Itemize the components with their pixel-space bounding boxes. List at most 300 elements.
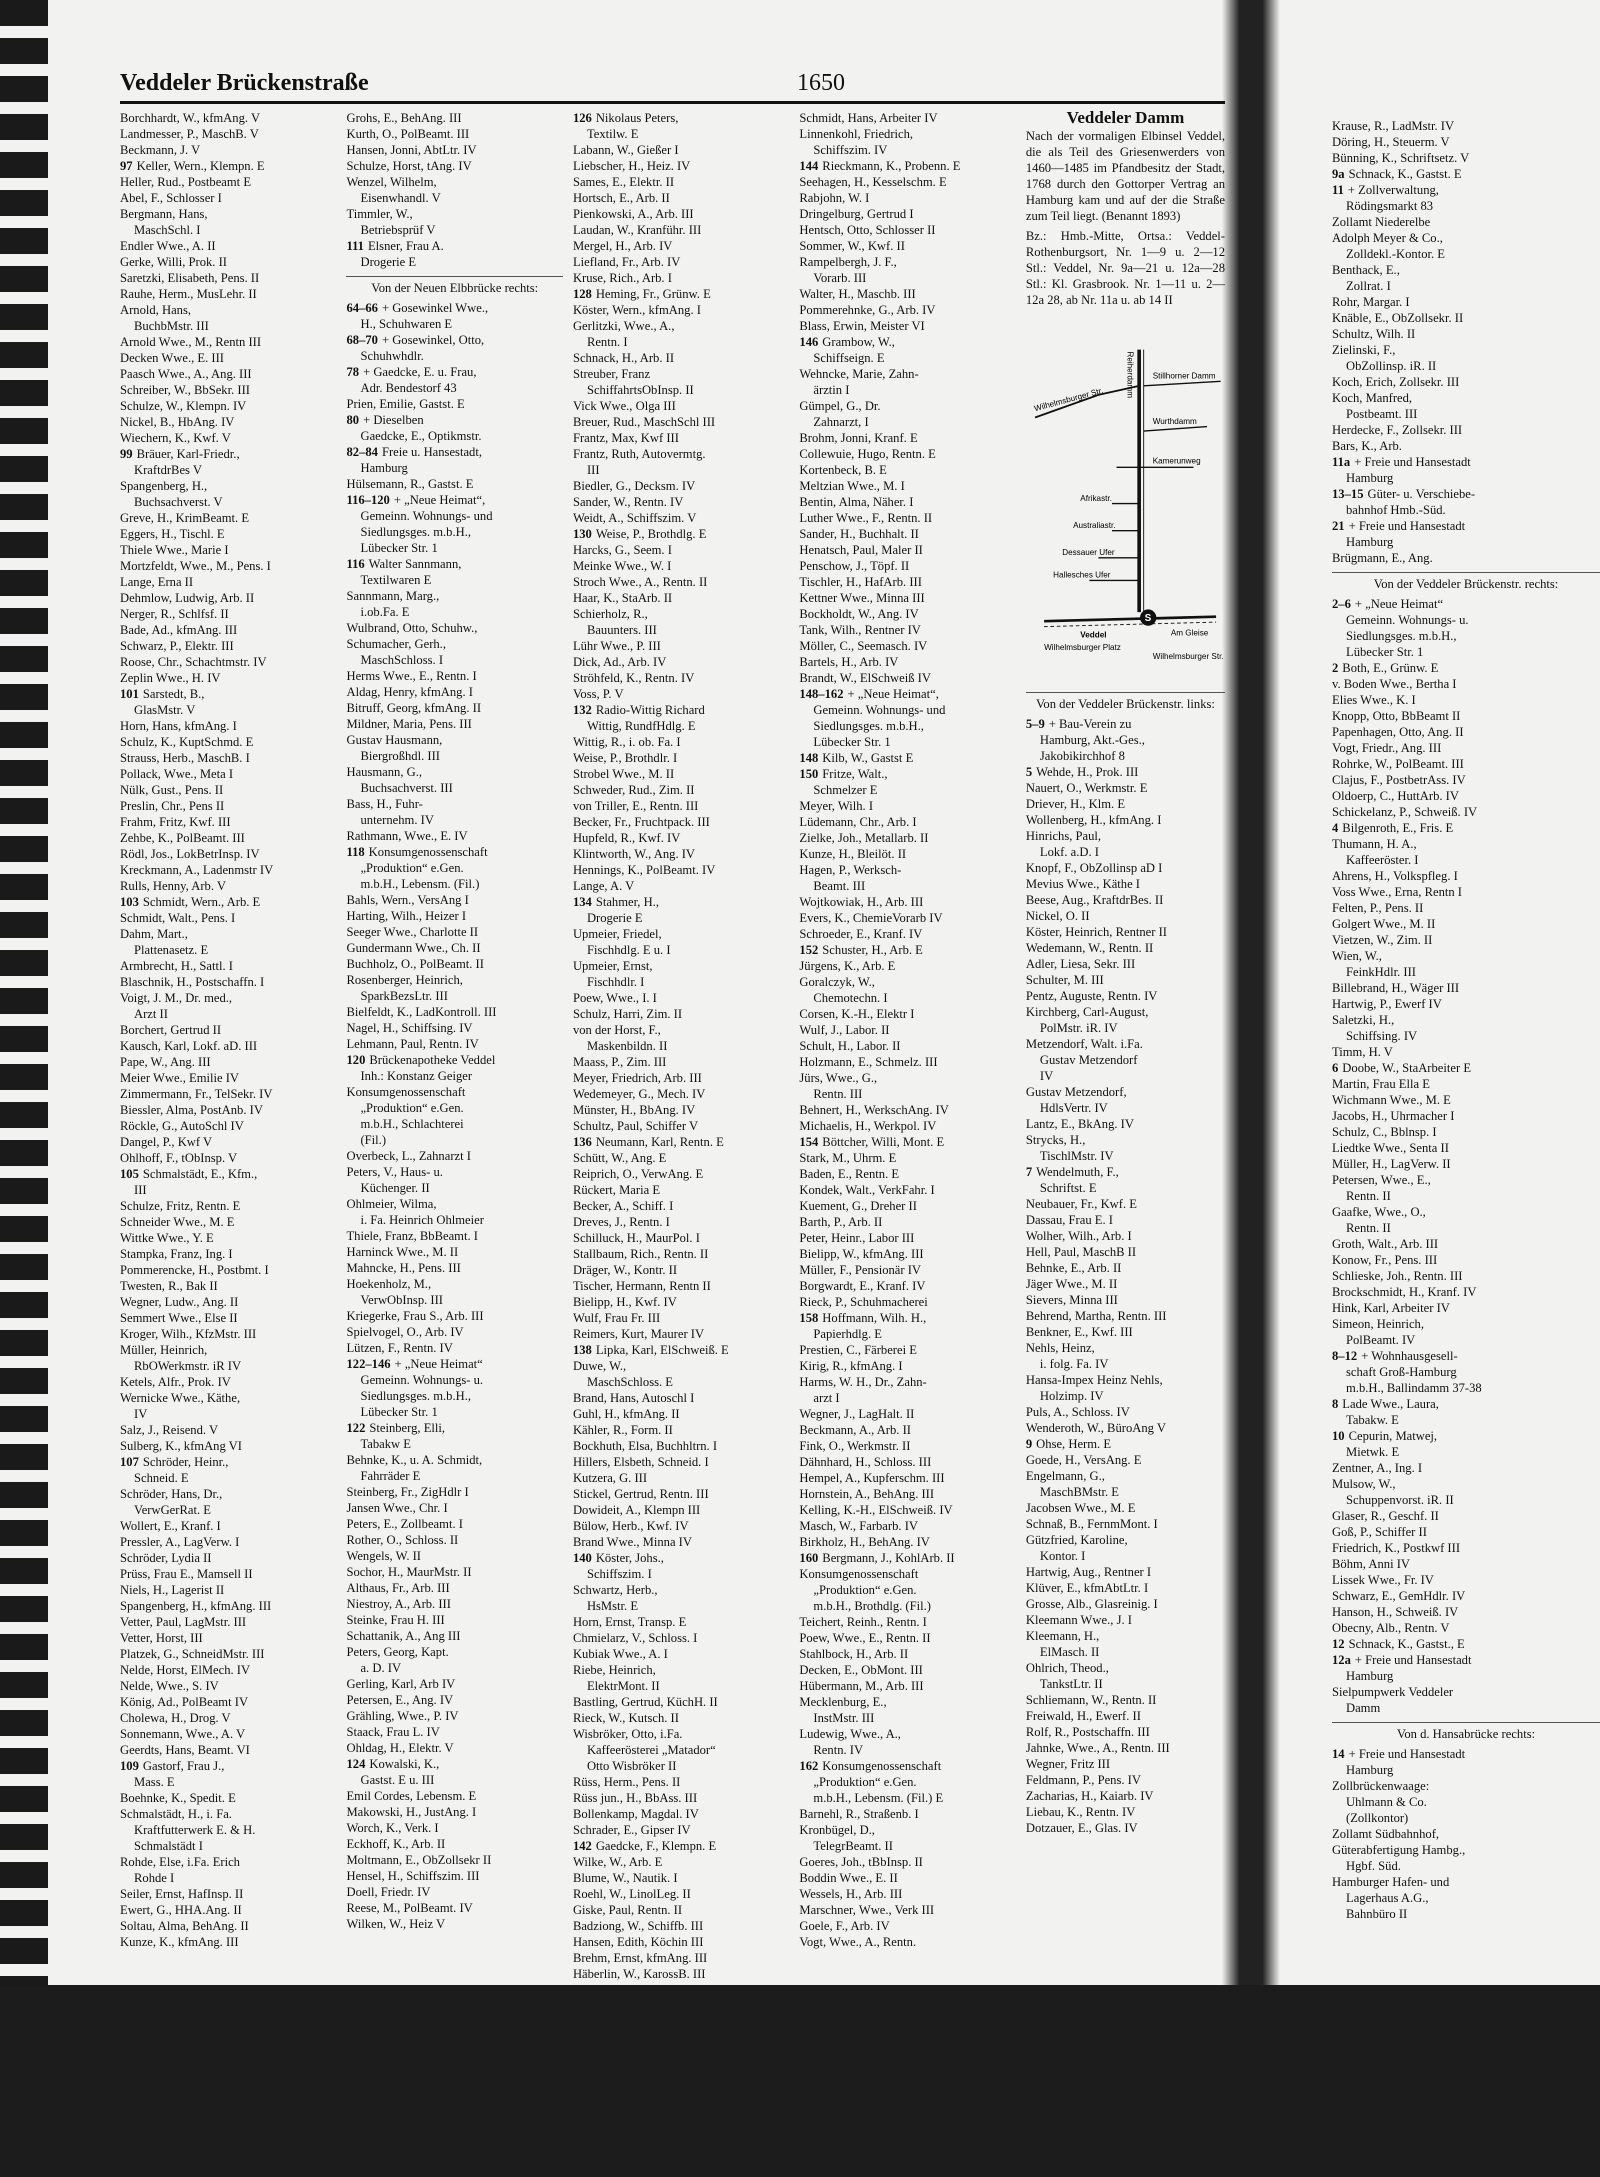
directory-entry xyxy=(573,942,789,958)
directory-entry xyxy=(573,1086,789,1102)
directory-entry xyxy=(1026,1404,1225,1420)
entry-text: Wollert, E., Kranf. I xyxy=(120,1519,221,1533)
entry-text: Elsner, Frau A. xyxy=(367,239,444,253)
directory-entry xyxy=(346,1788,562,1804)
directory-entry xyxy=(573,910,789,926)
entry-text: Nelde, Horst, ElMech. IV xyxy=(120,1663,251,1677)
directory-entry xyxy=(573,318,789,334)
entry-text: Bräuer, Karl-Friedr., xyxy=(136,447,240,461)
directory-entry xyxy=(799,206,1015,222)
entry-text: Dangel, P., Kwf V xyxy=(120,1135,213,1149)
entry-text: Chmielarz, V., Schloss. I xyxy=(572,1631,698,1645)
directory-entry xyxy=(346,652,562,668)
entry-text: Corsen, K.-H., Elektr I xyxy=(799,1007,915,1021)
directory-entry xyxy=(120,1118,336,1134)
entry-text: Klintworth, W., Ang. IV xyxy=(572,847,696,861)
entry-text: MaschSchl. I xyxy=(134,223,201,237)
entry-text: Hinrichs, Paul, xyxy=(1025,829,1102,843)
directory-entry xyxy=(120,302,336,318)
entry-text: König, Ad., PolBeamt IV xyxy=(120,1695,249,1709)
entry-text: Gaafke, Wwe., O., xyxy=(1332,1205,1426,1219)
map-label-reiherdamm: Reiherdamm xyxy=(1125,351,1135,398)
entry-text: Gemeinn. Wohnungs- u. xyxy=(360,1373,484,1387)
directory-entry xyxy=(799,1134,1015,1150)
directory-entry xyxy=(1026,892,1225,908)
directory-entry xyxy=(1332,788,1600,804)
entry-text: Jacobs, H., Uhrmacher I xyxy=(1332,1109,1455,1123)
entry-text: PolBeamt. IV xyxy=(1346,1333,1416,1347)
directory-entry xyxy=(1026,876,1225,892)
directory-entry xyxy=(1026,1772,1225,1788)
directory-entry xyxy=(573,766,789,782)
directory-entry xyxy=(799,590,1015,606)
entry-text: Blume, W., Nautik. I xyxy=(572,1871,678,1885)
entry-text: Schnaß, B., FernmMont. I xyxy=(1025,1517,1158,1531)
entry-text: Liedtke Wwe., Senta II xyxy=(1332,1141,1449,1155)
house-number: 122 xyxy=(346,1421,366,1435)
directory-entry xyxy=(573,702,789,718)
directory-entry xyxy=(1332,1508,1600,1524)
entry-text: Benkner, E., Kwf. III xyxy=(1025,1325,1133,1339)
entry-text: Lange, A. V xyxy=(572,879,635,893)
entry-text: + „Neue Heimat“ xyxy=(1354,597,1444,611)
entry-text: Giske, Paul, Rentn. II xyxy=(572,1903,683,1917)
directory-entry xyxy=(1332,1636,1600,1652)
entry-text: Harcks, G., Seem. I xyxy=(572,543,672,557)
entry-text: III xyxy=(134,1183,147,1197)
directory-entry xyxy=(346,668,562,684)
entry-text: Sulberg, K., kfmAng VI xyxy=(120,1439,242,1453)
entry-text: Peter, Heinr., Labor III xyxy=(799,1231,915,1245)
directory-entry xyxy=(346,1644,562,1660)
entry-text: Dick, Ad., Arb. IV xyxy=(572,655,667,669)
house-number: 162 xyxy=(799,1759,819,1773)
street-section-title: Veddeler Damm xyxy=(1066,108,1185,127)
directory-entry xyxy=(120,878,336,894)
entry-text: Stampka, Franz, Ing. I xyxy=(120,1247,233,1261)
directory-entry xyxy=(799,1022,1015,1038)
entry-text: Simeon, Heinrich, xyxy=(1332,1317,1424,1331)
directory-entry xyxy=(799,254,1015,270)
entry-text: Hupfeld, R., Kwf. IV xyxy=(572,831,681,845)
section-subheading: Von der Neuen Elbbrücke rechts: xyxy=(346,276,562,296)
directory-entry xyxy=(573,1150,789,1166)
entry-text: Hansen, Jonni, AbtLtr. IV xyxy=(346,143,477,157)
entry-text: Goede, H., VersAng. E xyxy=(1025,1453,1142,1467)
entry-text: Schmalstädt, H., i. Fa. xyxy=(120,1807,232,1821)
house-number: 103 xyxy=(120,895,139,909)
entry-text: m.b.H., Schlachterei xyxy=(360,1117,464,1131)
house-number: 97 xyxy=(120,159,133,173)
directory-entry xyxy=(799,1550,1015,1566)
entry-text: Peters, V., Haus- u. xyxy=(346,1165,443,1179)
entry-text: Gastst. E u. III xyxy=(360,1773,435,1787)
page-number: 1650 xyxy=(797,70,845,96)
entry-text: Stark, M., Uhrm. E xyxy=(799,1151,897,1165)
house-number: 158 xyxy=(799,1311,819,1325)
house-number: 144 xyxy=(799,159,819,173)
entry-text: Hink, Karl, Arbeiter IV xyxy=(1332,1301,1450,1315)
entry-text: Siedlungsges. m.b.H., xyxy=(813,719,924,733)
entry-text: Hgbf. Süd. xyxy=(1346,1859,1401,1873)
directory-entry xyxy=(120,862,336,878)
directory-entry xyxy=(1026,812,1225,828)
directory-entry xyxy=(1026,972,1225,988)
house-number: 11a xyxy=(1332,455,1351,469)
directory-entry xyxy=(346,1596,562,1612)
entry-text: Paasch Wwe., A., Ang. III xyxy=(120,367,252,381)
directory-entry xyxy=(1332,1204,1600,1220)
entry-text: Dreves, J., Rentn. I xyxy=(572,1215,670,1229)
house-number: 132 xyxy=(572,703,592,717)
directory-entry xyxy=(120,1262,336,1278)
directory-entry xyxy=(1332,134,1600,150)
directory-entry xyxy=(799,958,1015,974)
directory-entry xyxy=(799,1374,1015,1390)
directory-entry xyxy=(346,1740,562,1756)
entry-text: Knopp, Otto, BbBeamt II xyxy=(1332,709,1461,723)
directory-entry xyxy=(120,622,336,638)
directory-entry xyxy=(346,844,562,860)
street-map-svg xyxy=(1026,314,1225,684)
entry-text: Ewert, G., HHA.Ang. II xyxy=(120,1903,242,1917)
entry-text: Kettner Wwe., Minna III xyxy=(799,591,925,605)
entry-text: Rentn. II xyxy=(1346,1189,1391,1203)
directory-entry xyxy=(346,1164,562,1180)
entry-text: Meyer, Wilh. I xyxy=(799,799,874,813)
directory-entry xyxy=(346,1852,562,1868)
house-number: 138 xyxy=(572,1343,592,1357)
directory-entry xyxy=(346,1116,562,1132)
entry-text: + Wohnhausgesell- xyxy=(1361,1349,1458,1363)
entry-text: Platzek, G., SchneidMstr. III xyxy=(120,1647,265,1661)
entry-text: Ohlmeier, Wilma, xyxy=(346,1197,437,1211)
directory-entry xyxy=(120,1454,336,1470)
entry-text: Mecklenburg, E., xyxy=(799,1695,887,1709)
entry-text: Neubauer, Fr., Kwf. E xyxy=(1025,1197,1137,1211)
house-number: 8 xyxy=(1332,1397,1339,1411)
entry-text: Goele, F., Arb. IV xyxy=(799,1919,890,1933)
directory-entry xyxy=(1026,1308,1225,1324)
entry-text: IV xyxy=(1039,1069,1054,1083)
directory-entry xyxy=(120,574,336,590)
entry-text: „Produktion“ e.Gen. xyxy=(813,1775,917,1789)
map-label-wilhelmsburger: Wilhelmsburger Str. xyxy=(1033,386,1104,414)
directory-entry xyxy=(120,1838,336,1854)
entry-text: Golgert Wwe., M. II xyxy=(1332,917,1436,931)
house-number: 150 xyxy=(799,767,819,781)
entry-text: Grohs, E., BehAng. III xyxy=(346,111,462,125)
entry-text: Walter Sannmann, xyxy=(368,557,462,571)
entry-text: Luther Wwe., F., Rentn. II xyxy=(799,511,933,525)
house-number: 80 xyxy=(346,413,360,427)
directory-entry xyxy=(120,1198,336,1214)
directory-entry xyxy=(573,974,789,990)
entry-text: Koch, Manfred, xyxy=(1332,391,1413,405)
directory-entry xyxy=(799,1566,1015,1582)
entry-text: Elies Wwe., K. I xyxy=(1332,693,1416,707)
entry-text: Meyer, Friedrich, Arb. III xyxy=(572,1071,702,1085)
entry-text: Martin, Frau Ella E xyxy=(1332,1077,1430,1091)
directory-entry xyxy=(1332,502,1600,518)
directory-entry xyxy=(1026,1356,1225,1372)
entry-text: Zollbrückenwaage: xyxy=(1332,1779,1430,1793)
entry-text: Möller, C., Seemasch. IV xyxy=(799,639,928,653)
directory-entry xyxy=(346,316,562,332)
entry-text: Abel, F., Schlosser I xyxy=(120,191,222,205)
entry-text: Masch, W., Farbarb. IV xyxy=(799,1519,918,1533)
entry-text: Timm, H. V xyxy=(1332,1045,1393,1059)
entry-text: Zielke, Joh., Metallarb. II xyxy=(799,831,929,845)
directory-entry xyxy=(120,990,336,1006)
entry-text: Schiffszim. IV xyxy=(813,143,888,157)
directory-entry xyxy=(120,1022,336,1038)
entry-text: Holzmann, E., Schmelz. III xyxy=(799,1055,938,1069)
entry-text: Stahmer, H., xyxy=(595,895,659,909)
directory-entry xyxy=(346,380,562,396)
entry-text: Sander, W., Rentn. IV xyxy=(572,495,684,509)
house-number: 5 xyxy=(1025,765,1033,779)
directory-entry xyxy=(573,1070,789,1086)
entry-text: Gützfried, Karoline, xyxy=(1025,1533,1128,1547)
directory-entry xyxy=(346,1628,562,1644)
entry-text: Schickelanz, P., Schweiß. IV xyxy=(1332,805,1478,819)
directory-entry xyxy=(120,782,336,798)
directory-entry xyxy=(346,348,562,364)
entry-text: Niels, H., Lagerist II xyxy=(120,1583,225,1597)
entry-text: Marschner, Wwe., Verk III xyxy=(799,1903,935,1917)
entry-text: Schmalstädt I xyxy=(134,1839,203,1853)
directory-entry xyxy=(799,526,1015,542)
house-number: 105 xyxy=(120,1167,139,1181)
entry-text: Gemeinn. Wohnungs- u. xyxy=(1346,613,1469,627)
directory-entry xyxy=(1332,612,1600,628)
column-1 xyxy=(120,110,336,1982)
directory-entry xyxy=(120,350,336,366)
entry-text: Pommerencke, H., Postbmt. I xyxy=(120,1263,269,1277)
directory-entry xyxy=(573,510,789,526)
entry-text: Wojtkowiak, H., Arb. III xyxy=(799,895,924,909)
directory-entry xyxy=(1332,1044,1600,1060)
directory-entry xyxy=(573,670,789,686)
entry-text: Jansen Wwe., Chr. I xyxy=(346,1501,448,1515)
directory-entry xyxy=(346,1884,562,1900)
directory-entry xyxy=(799,494,1015,510)
directory-entry xyxy=(346,476,562,492)
directory-entry xyxy=(573,1374,789,1390)
entry-text: Müller, H., LagVerw. II xyxy=(1332,1157,1451,1171)
directory-entry xyxy=(1332,1124,1600,1140)
directory-entry xyxy=(799,1246,1015,1262)
entry-text: Boddin Wwe., E. II xyxy=(799,1871,898,1885)
directory-entry xyxy=(573,1310,789,1326)
directory-entry xyxy=(120,974,336,990)
entry-text: MaschBMstr. E xyxy=(1039,1485,1119,1499)
directory-entry xyxy=(1332,1890,1600,1906)
entry-text: a. D. IV xyxy=(360,1661,402,1675)
directory-entry xyxy=(573,1262,789,1278)
entry-text: Bahnbüro II xyxy=(1346,1907,1408,1921)
directory-entry xyxy=(799,990,1015,1006)
directory-entry xyxy=(799,782,1015,798)
entry-text: Bass, H., Fuhr- xyxy=(346,797,423,811)
directory-entry xyxy=(573,1134,789,1150)
entry-text: Gemeinn. Wohnungs- und xyxy=(360,509,493,523)
entry-text: Lüdemann, Chr., Arb. I xyxy=(799,815,917,829)
directory-entry xyxy=(799,1870,1015,1886)
directory-entry xyxy=(799,1726,1015,1742)
entry-text: Stallbaum, Rich., Rentn. II xyxy=(572,1247,709,1261)
house-number: 11 xyxy=(1332,183,1344,197)
entry-text: Metzendorf, Walt. i.Fa. xyxy=(1025,1037,1143,1051)
entry-text: Köster, Wern., kfmAng. I xyxy=(572,303,701,317)
entry-text: RbOWerkmstr. iR IV xyxy=(134,1359,242,1373)
entry-text: unternehm. IV xyxy=(360,813,434,827)
entry-text: Heller, Rud., Postbeamt E xyxy=(120,175,252,189)
directory-entry xyxy=(346,444,562,460)
directory-entry xyxy=(1026,1084,1225,1100)
street-info xyxy=(1026,128,1225,308)
entry-text: Radio-Wittig Richard xyxy=(595,703,705,717)
entry-text: Timmler, W., xyxy=(346,207,413,221)
entry-text: schaft Groß-Hamburg xyxy=(1346,1365,1457,1379)
entry-text: Rentn. III xyxy=(813,1087,863,1101)
directory-entry xyxy=(573,494,789,510)
entry-text: Buchholz, O., PolBeamt. II xyxy=(346,957,484,971)
map-rail-ties xyxy=(1044,622,1216,627)
entry-text: Hornstein, A., BehAng. III xyxy=(799,1487,935,1501)
entry-text: Drogerie E xyxy=(360,255,417,269)
entry-text: Kleemann, H., xyxy=(1025,1629,1100,1643)
directory-entry xyxy=(573,558,789,574)
directory-entry xyxy=(799,1342,1015,1358)
directory-entry xyxy=(120,1598,336,1614)
house-number: 78 xyxy=(346,365,360,379)
directory-entry xyxy=(120,1150,336,1166)
entry-text: Bilgenroth, E., Fris. E xyxy=(1342,821,1454,835)
entry-text: Collewuie, Hugo, Rentn. E xyxy=(799,447,936,461)
entry-text: Schierholz, R., xyxy=(572,607,648,621)
directory-entry xyxy=(1026,1004,1225,1020)
directory-entry xyxy=(573,718,789,734)
entry-text: Schrader, E., Gipser IV xyxy=(572,1823,691,1837)
directory-entry xyxy=(1332,358,1600,374)
directory-entry xyxy=(1026,1116,1225,1132)
directory-entry xyxy=(1332,1444,1600,1460)
directory-entry xyxy=(346,1468,562,1484)
directory-entry xyxy=(346,142,562,158)
entry-text: Pentz, Auguste, Rentn. IV xyxy=(1025,989,1158,1003)
entry-text: Walter, H., Maschb. III xyxy=(799,287,916,301)
directory-entry xyxy=(799,974,1015,990)
directory-entry xyxy=(573,1278,789,1294)
entry-text: Rüss jun., H., BbAss. III xyxy=(572,1791,698,1805)
entry-text: Güter- u. Verschiebe- xyxy=(1367,487,1476,501)
directory-entry xyxy=(346,876,562,892)
directory-entry xyxy=(346,1292,562,1308)
entry-text: Mulsow, W., xyxy=(1332,1477,1396,1491)
entry-text: Obecny, Alb., Rentn. V xyxy=(1332,1621,1450,1635)
directory-entry xyxy=(1332,470,1600,486)
entry-text: Linnenkohl, Friedrich, xyxy=(799,127,914,141)
directory-entry xyxy=(573,446,789,462)
entry-text: Güterabfertigung Hambg., xyxy=(1332,1843,1466,1857)
entry-text: Schulze, W., Klempn. IV xyxy=(120,399,247,413)
directory-entry xyxy=(120,894,336,910)
directory-entry xyxy=(573,926,789,942)
directory-entry xyxy=(1332,1220,1600,1236)
entry-text: Gaedcke, E., Optikmstr. xyxy=(360,429,482,443)
directory-entry xyxy=(120,110,336,126)
directory-entry xyxy=(120,1470,336,1486)
entry-text: Betriebsprüf V xyxy=(360,223,436,237)
directory-entry xyxy=(573,894,789,910)
entry-text: Lantz, E., BkAng. IV xyxy=(1025,1117,1134,1131)
entry-text: Hamburg xyxy=(1346,471,1394,485)
entry-text: Wolher, Wilh., Arb. I xyxy=(1025,1229,1132,1243)
directory-entry xyxy=(1332,1396,1600,1412)
directory-entry xyxy=(573,1454,789,1470)
entry-text: BuchbMstr. III xyxy=(134,319,209,333)
entry-text: + Dieselben xyxy=(363,413,424,427)
entry-text: Freiwald, H., Ewerf. II xyxy=(1025,1709,1141,1723)
directory-entry xyxy=(1332,1028,1600,1044)
directory-entry xyxy=(346,588,562,604)
directory-entry xyxy=(799,574,1015,590)
entry-text: Rohrke, W., PolBeamt. III xyxy=(1332,757,1464,771)
entry-text: Heming, Fr., Grünw. E xyxy=(595,287,711,301)
directory-entry xyxy=(346,238,562,254)
entry-text: Wulbrand, Otto, Schuhw., xyxy=(346,621,478,635)
entry-text: Schmelzer E xyxy=(813,783,878,797)
directory-entry xyxy=(120,1182,336,1198)
entry-text: Brügmann, E., Ang. xyxy=(1332,551,1433,565)
entry-text: Hentsch, Otto, Schlosser II xyxy=(799,223,936,237)
entry-text: Nülk, Gust., Pens. II xyxy=(120,783,224,797)
entry-text: Konsumgenossenschaft xyxy=(799,1567,919,1581)
directory-entry xyxy=(1332,1156,1600,1172)
directory-entry xyxy=(120,1390,336,1406)
entry-text: Schmidt, Hans, Arbeiter IV xyxy=(799,111,938,125)
directory-entry xyxy=(346,1420,562,1436)
house-number: 14 xyxy=(1332,1747,1345,1761)
entry-text: m.b.H., Lebensm. (Fil.) E xyxy=(813,1791,944,1805)
entry-text: Niestroy, A., Arb. III xyxy=(346,1597,451,1611)
directory-entry xyxy=(120,1550,336,1566)
directory-entry xyxy=(573,814,789,830)
directory-entry xyxy=(1026,732,1225,748)
house-number: 122–146 xyxy=(346,1357,391,1371)
entry-text: Prestien, C., Färberei E xyxy=(799,1343,917,1357)
entry-text: Fahrräder E xyxy=(360,1469,421,1483)
entry-text: Ludewig, Wwe., A., xyxy=(799,1727,901,1741)
directory-entry xyxy=(799,478,1015,494)
entry-text: „Produktion“ e.Gen. xyxy=(360,861,464,875)
directory-entry xyxy=(799,1118,1015,1134)
entry-text: Steinke, Frau H. III xyxy=(346,1613,445,1627)
entry-text: Kutzera, G. III xyxy=(572,1471,648,1485)
directory-entry xyxy=(799,558,1015,574)
entry-text: Adler, Liesa, Sekr. III xyxy=(1025,957,1136,971)
directory-entry xyxy=(346,572,562,588)
entry-text: Greve, H., KrimBeamt. E xyxy=(120,511,250,525)
entry-text: Zollamt Niederelbe xyxy=(1332,215,1431,229)
directory-entry xyxy=(120,1054,336,1070)
directory-entry xyxy=(799,1006,1015,1022)
entry-text: Armbrecht, H., Sattl. I xyxy=(120,959,233,973)
entry-text: Schulz, K., KuptSchmd. E xyxy=(120,735,254,749)
directory-entry xyxy=(1332,932,1600,948)
